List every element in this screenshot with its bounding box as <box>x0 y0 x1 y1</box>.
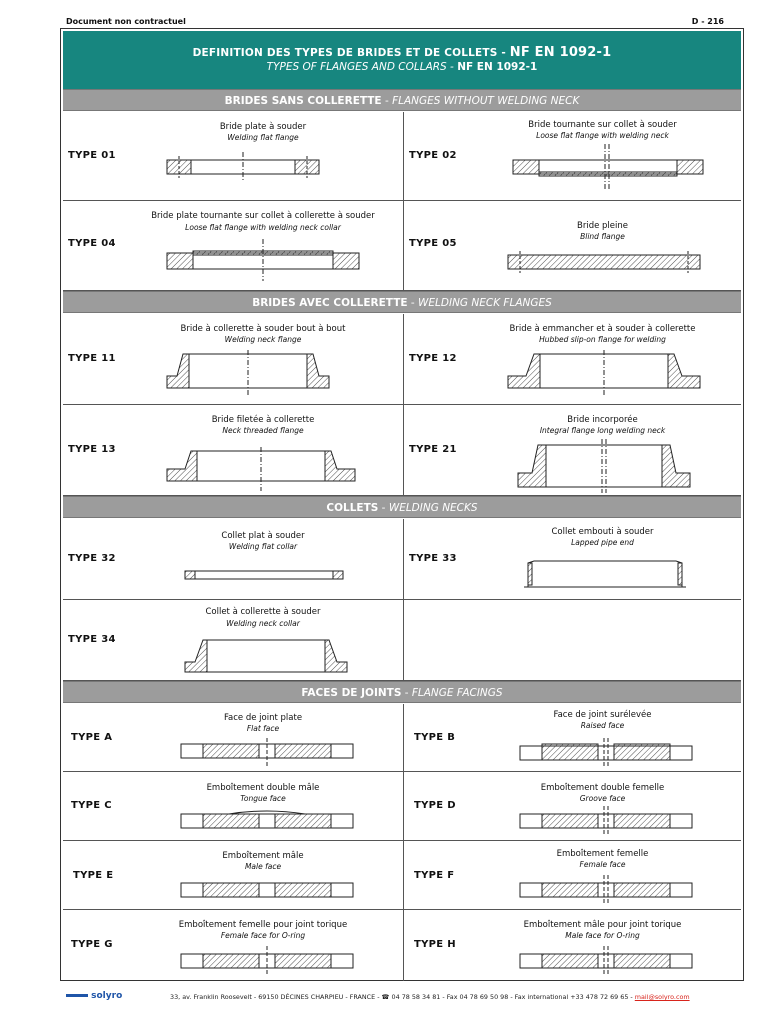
type-label: TYPE 05 <box>409 238 457 249</box>
title-en: TYPES OF FLANGES AND COLLARS - NF EN 1092-1 <box>266 61 538 73</box>
row-G-H <box>63 910 741 980</box>
flange-drawing-13 <box>163 447 359 493</box>
row-32-33 <box>63 519 741 600</box>
row-34 <box>63 600 741 681</box>
type-name-en: Raised face <box>580 721 625 730</box>
page-header <box>66 17 724 28</box>
cell-type-B <box>404 704 741 771</box>
facing-drawing-F <box>518 875 694 905</box>
flange-drawing-02 <box>509 142 709 192</box>
cell-type-F <box>404 841 741 909</box>
cell-type-21 <box>404 405 741 495</box>
facing-drawing-B <box>518 738 694 766</box>
row-04-05 <box>63 201 741 291</box>
flange-drawing-05 <box>504 245 704 279</box>
type-name-fr: Bride filetée à collerette <box>211 415 315 425</box>
type-label: TYPE 33 <box>409 553 457 564</box>
type-name-fr: Emboîtement mâle pour joint torique <box>523 920 682 930</box>
cell-type-C <box>63 772 403 840</box>
row-01-02 <box>63 112 741 201</box>
flange-drawing-11 <box>163 350 333 400</box>
facing-drawing-C <box>179 806 355 836</box>
cell-type-G <box>63 910 403 980</box>
type-label: TYPE D <box>414 800 456 811</box>
facing-drawing-E <box>179 877 355 905</box>
row-13-21 <box>63 405 741 496</box>
type-label: TYPE G <box>71 939 113 950</box>
flange-types-table <box>60 28 744 981</box>
company-address: 33, av. Franklin Roosevelt - 69150 DÉCINES CHARPIEU - FRANCE - ☎ 04 78 58 34 81 - Fax 04 78 69 50 98 - Fax international +33 478 72 69 65 - mail@solyro.com <box>170 993 690 1001</box>
cell-type-33 <box>404 519 741 599</box>
cell-type-02 <box>404 112 741 200</box>
cell-type-05 <box>404 201 741 290</box>
row-11-12 <box>63 314 741 405</box>
flange-drawing-01 <box>163 150 323 184</box>
type-name-fr: Face de joint plate <box>223 713 303 723</box>
flange-drawing-12 <box>504 350 704 400</box>
type-name-en: Loose flat flange with welding neck <box>536 131 669 140</box>
page-footer <box>66 989 746 1007</box>
type-name-fr: Emboîtement femelle <box>556 849 649 859</box>
type-name-fr: Emboîtement double femelle <box>540 783 665 793</box>
type-name-en: Welding flat flange <box>227 133 299 142</box>
facing-drawing-A <box>179 738 355 766</box>
type-label: TYPE 13 <box>68 444 116 455</box>
type-name-fr: Emboîtement mâle <box>222 851 304 861</box>
type-label: TYPE B <box>414 732 456 743</box>
cell-type-04 <box>63 201 403 290</box>
type-name-en: Neck threaded flange <box>222 426 304 435</box>
collar-drawing-34 <box>181 634 351 678</box>
flange-drawing-04 <box>163 237 363 283</box>
type-name-fr: Bride à collerette à souder bout à bout <box>180 324 346 334</box>
cell-type-34 <box>63 600 403 680</box>
type-name-fr: Face de joint surélevée <box>553 710 652 720</box>
type-name-fr: Emboîtement femelle pour joint torique <box>178 920 348 930</box>
type-name-en: Tongue face <box>240 794 286 803</box>
type-label: TYPE 04 <box>68 238 116 249</box>
type-name-en: Lapped pipe end <box>571 538 634 547</box>
type-name-en: Hubbed slip-on flange for welding <box>539 335 666 344</box>
title-band <box>63 31 741 89</box>
type-name-en: Groove face <box>579 794 626 803</box>
row-A-B <box>63 704 741 772</box>
cell-type-12 <box>404 314 741 404</box>
section-header-welding-neck-flanges: BRIDES AVEC COLLERETTE - WELDING NECK FLANGES <box>63 291 741 313</box>
type-label: TYPE 21 <box>409 444 457 455</box>
facing-drawing-G <box>179 946 355 976</box>
type-label: TYPE 11 <box>68 353 116 364</box>
section-header-welding-necks: COLLETS - WELDING NECKS <box>63 496 741 518</box>
cell-type-32 <box>63 519 403 599</box>
cell-type-D <box>404 772 741 840</box>
cell-type-01 <box>63 112 403 200</box>
type-name-fr: Collet à collerette à souder <box>205 607 321 617</box>
type-name-en: Blind flange <box>580 232 625 241</box>
type-name-en: Flat face <box>246 724 280 733</box>
type-name-en: Welding neck collar <box>226 619 300 628</box>
type-label: TYPE 32 <box>68 553 116 564</box>
type-name-fr: Bride tournante sur collet à souder <box>528 120 677 130</box>
type-label: TYPE A <box>71 732 113 743</box>
collar-drawing-33 <box>520 557 690 593</box>
type-name-en: Male face <box>244 862 282 871</box>
type-label: TYPE C <box>71 800 112 811</box>
type-name-en: Welding neck flange <box>224 335 302 344</box>
cell-type-A <box>63 704 403 771</box>
facing-drawing-D <box>518 806 694 836</box>
type-name-fr: Emboîtement double mâle <box>206 783 320 793</box>
email-link[interactable]: mail@solyro.com <box>634 993 690 1001</box>
page-number: D - 216 <box>691 17 724 26</box>
type-label: TYPE F <box>414 870 455 881</box>
type-name-fr: Bride incorporée <box>567 415 638 425</box>
facing-drawing-H <box>518 946 694 976</box>
type-name-en: Male face for O-ring <box>565 931 640 940</box>
company-logo: solyro <box>66 991 122 1001</box>
cell-empty <box>404 600 741 680</box>
flange-drawing-21 <box>514 439 694 493</box>
type-name-fr: Bride plate tournante sur collet à collerette à souder <box>151 211 375 221</box>
row-E-F <box>63 841 741 910</box>
type-name-en: Female face <box>579 860 626 869</box>
section-header-flanges-without-neck: BRIDES SANS COLLERETTE - FLANGES WITHOUT WELDING NECK <box>63 89 741 111</box>
type-label: TYPE H <box>414 939 456 950</box>
section-header-flange-facings: FACES DE JOINTS - FLANGE FACINGS <box>63 681 741 703</box>
type-name-fr: Bride plate à souder <box>219 122 307 132</box>
collar-drawing-32 <box>181 565 347 587</box>
cell-type-H <box>404 910 741 980</box>
type-name-en: Female face for O-ring <box>220 931 306 940</box>
type-name-en: Integral flange long welding neck <box>539 426 666 435</box>
cell-type-13 <box>63 405 403 495</box>
type-label: TYPE E <box>73 870 114 881</box>
type-name-fr: Collet plat à souder <box>221 531 305 541</box>
type-name-en: Welding flat collar <box>228 542 298 551</box>
row-C-D <box>63 772 741 841</box>
title-fr: DEFINITION DES TYPES DE BRIDES ET DE COLLETS - NF EN 1092-1 <box>192 45 612 60</box>
type-name-en: Loose flat flange with welding neck collar <box>185 223 341 232</box>
type-label: TYPE 02 <box>409 150 457 161</box>
type-name-fr: Bride à emmancher et à souder à collerette <box>509 324 696 334</box>
disclaimer: Document non contractuel <box>66 17 186 26</box>
type-name-fr: Collet embouti à souder <box>551 527 654 537</box>
type-name-fr: Bride pleine <box>577 221 628 231</box>
type-label: TYPE 12 <box>409 353 457 364</box>
cell-type-11 <box>63 314 403 404</box>
type-label: TYPE 01 <box>68 150 116 161</box>
cell-type-E <box>63 841 403 909</box>
type-label: TYPE 34 <box>68 634 116 645</box>
